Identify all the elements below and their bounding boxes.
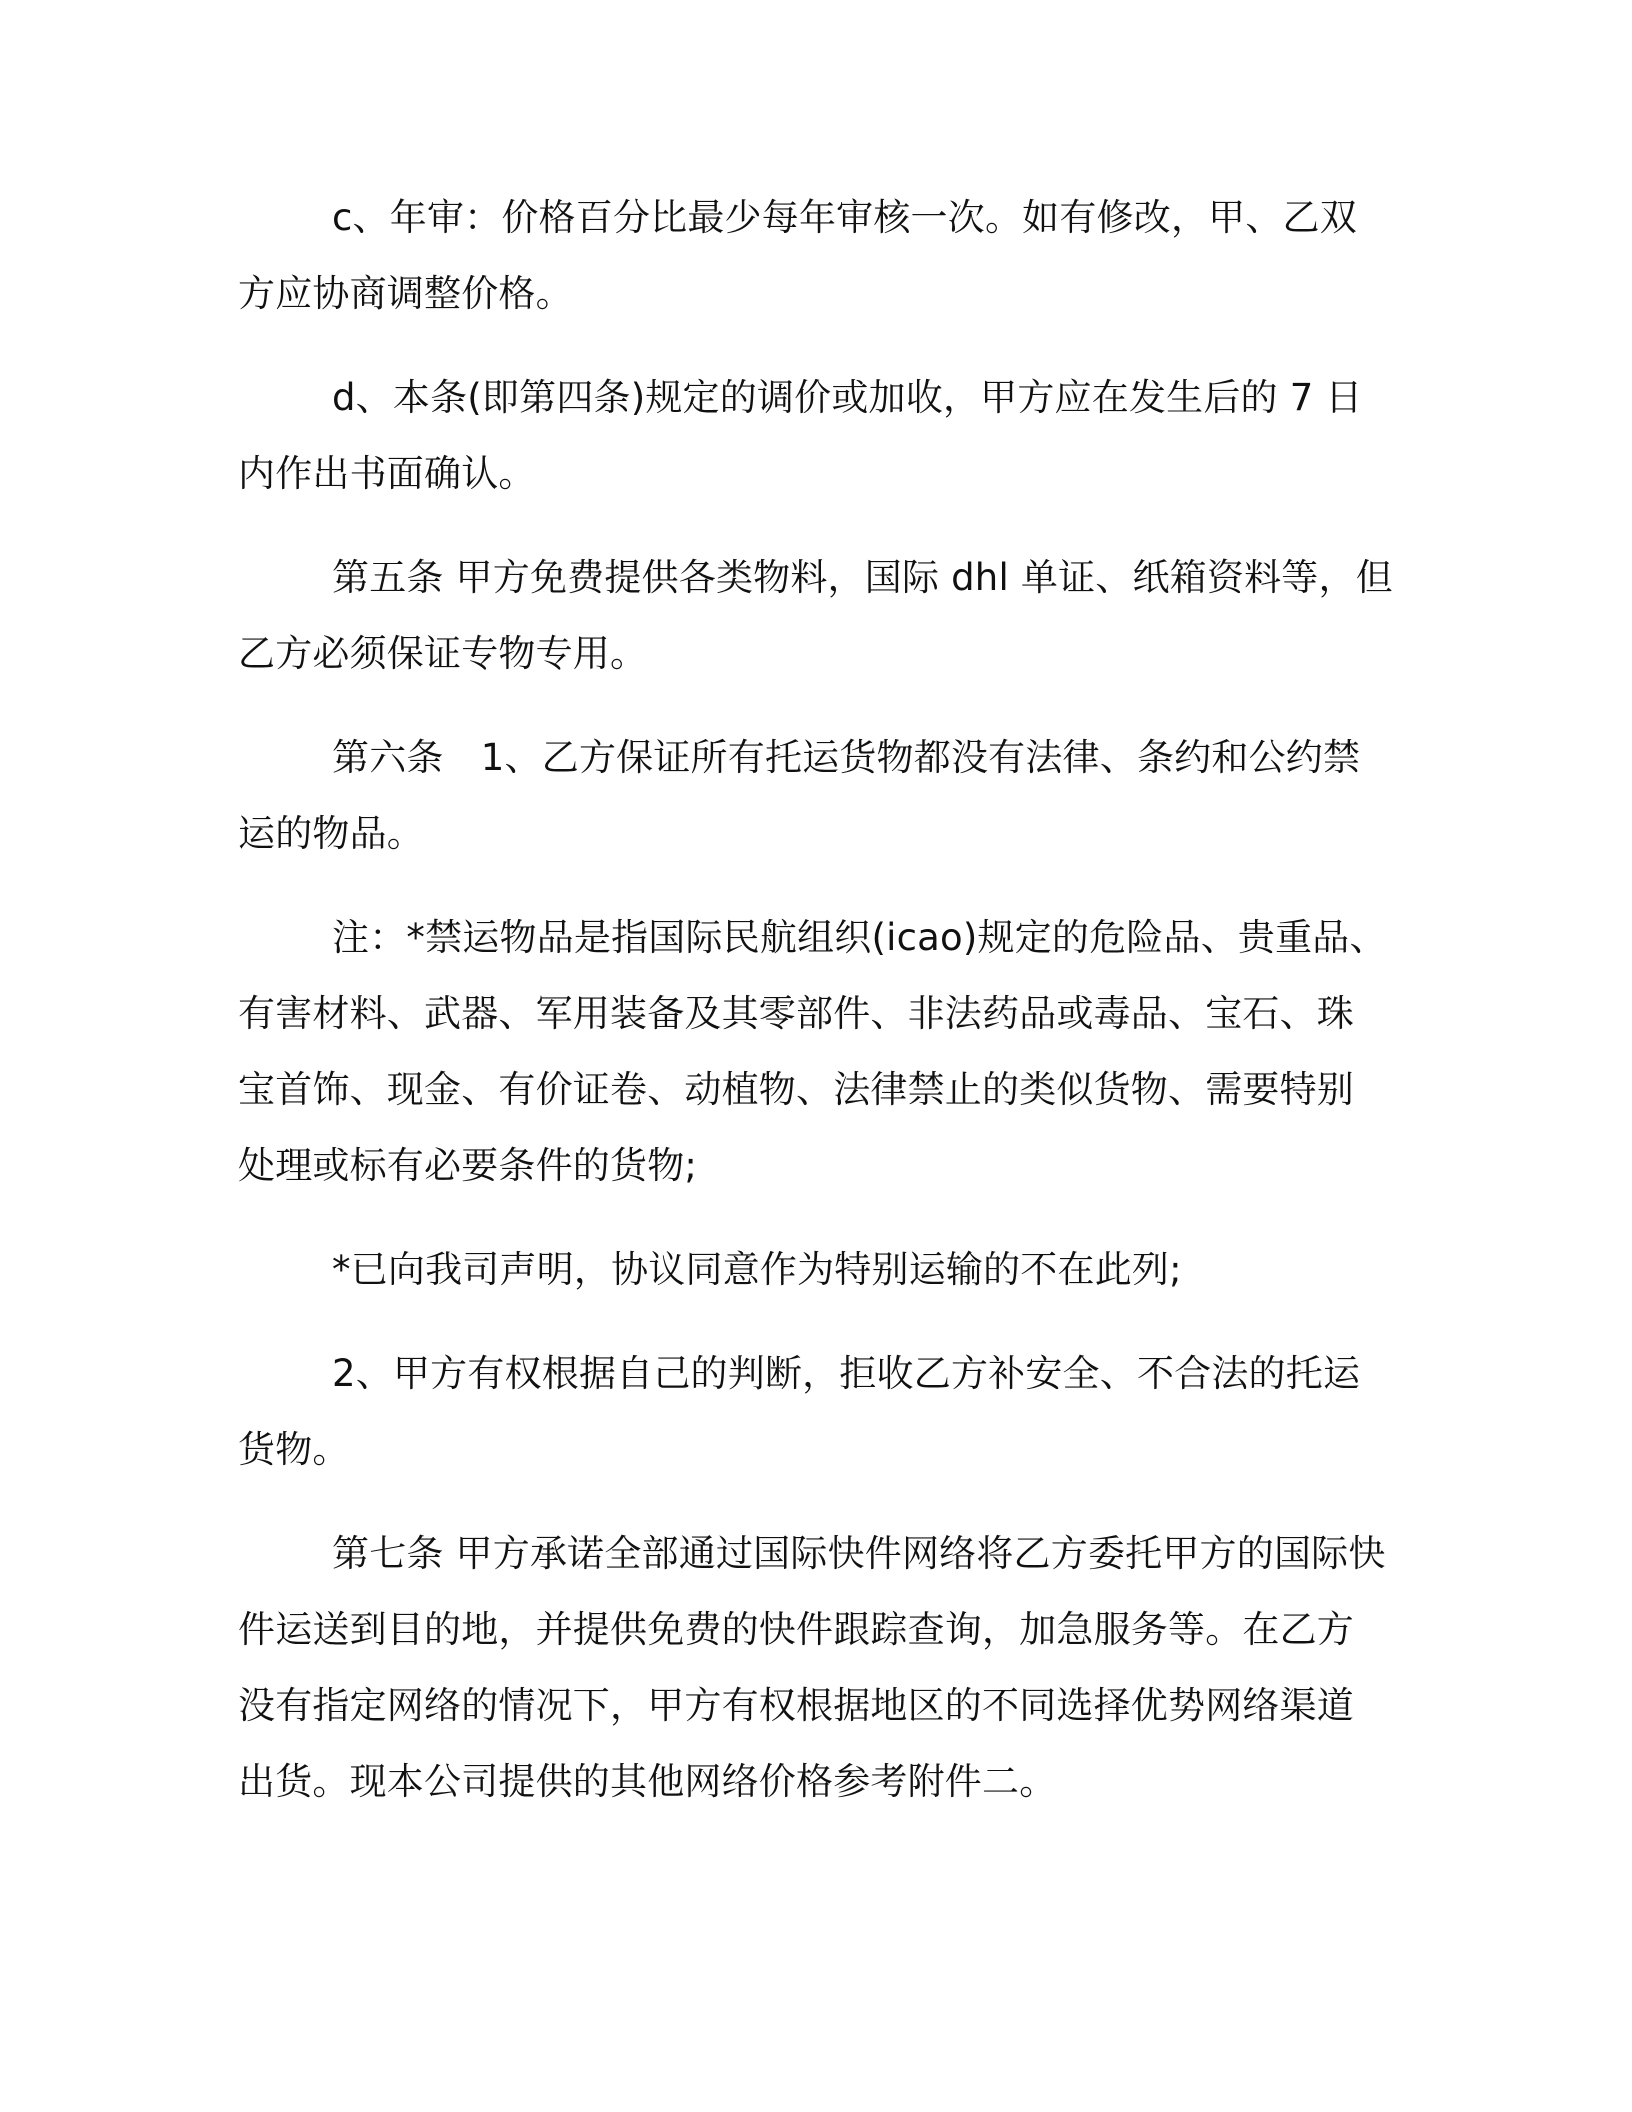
article-6-1-line-2: 运的物品。 <box>238 812 424 855</box>
article-6-note-line-2: 有害材料、武器、军用装备及其零部件、非法药品或毒品、宝石、珠 <box>238 992 1354 1035</box>
clause-4d-line-1: d、本条(即第四条)规定的调价或加收，甲方应在发生后的 7 日 <box>332 376 1363 419</box>
article-6-note-line-1: 注：*禁运物品是指国际民航组织(icao)规定的危险品、贵重品、 <box>332 916 1387 959</box>
article-6-exception-line-1: *已向我司声明，协议同意作为特别运输的不在此列; <box>332 1248 1182 1291</box>
article-6-2-line-2: 货物。 <box>238 1428 350 1471</box>
article-6-2-line-1: 2、甲方有权根据自己的判断，拒收乙方补安全、不合法的托运 <box>332 1352 1361 1395</box>
article-5-line-2: 乙方必须保证专物专用。 <box>238 632 648 675</box>
article-7-line-3: 没有指定网络的情况下，甲方有权根据地区的不同选择优势网络渠道 <box>238 1684 1354 1727</box>
clause-4c-line-2: 方应协商调整价格。 <box>238 272 573 315</box>
article-5-line-1: 第五条 甲方免费提供各类物料，国际 dhl 单证、纸箱资料等，但 <box>332 556 1393 599</box>
clause-4c-line-1: c、年审：价格百分比最少每年审核一次。如有修改，甲、乙双 <box>332 196 1357 239</box>
article-6-note-line-4: 处理或标有必要条件的货物; <box>238 1144 698 1187</box>
article-6-note-line-3: 宝首饰、现金、有价证卷、动植物、法律禁止的类似货物、需要特别 <box>238 1068 1354 1111</box>
clause-4d-line-2: 内作出书面确认。 <box>238 452 536 495</box>
article-7-line-4: 出货。现本公司提供的其他网络价格参考附件二。 <box>238 1760 1057 1803</box>
article-7-line-1: 第七条 甲方承诺全部通过国际快件网络将乙方委托甲方的国际快 <box>332 1532 1386 1575</box>
article-7-line-2: 件运送到目的地，并提供免费的快件跟踪查询，加急服务等。在乙方 <box>238 1608 1354 1651</box>
article-6-1-line-1: 第六条 1、乙方保证所有托运货物都没有法律、条约和公约禁 <box>332 736 1361 779</box>
